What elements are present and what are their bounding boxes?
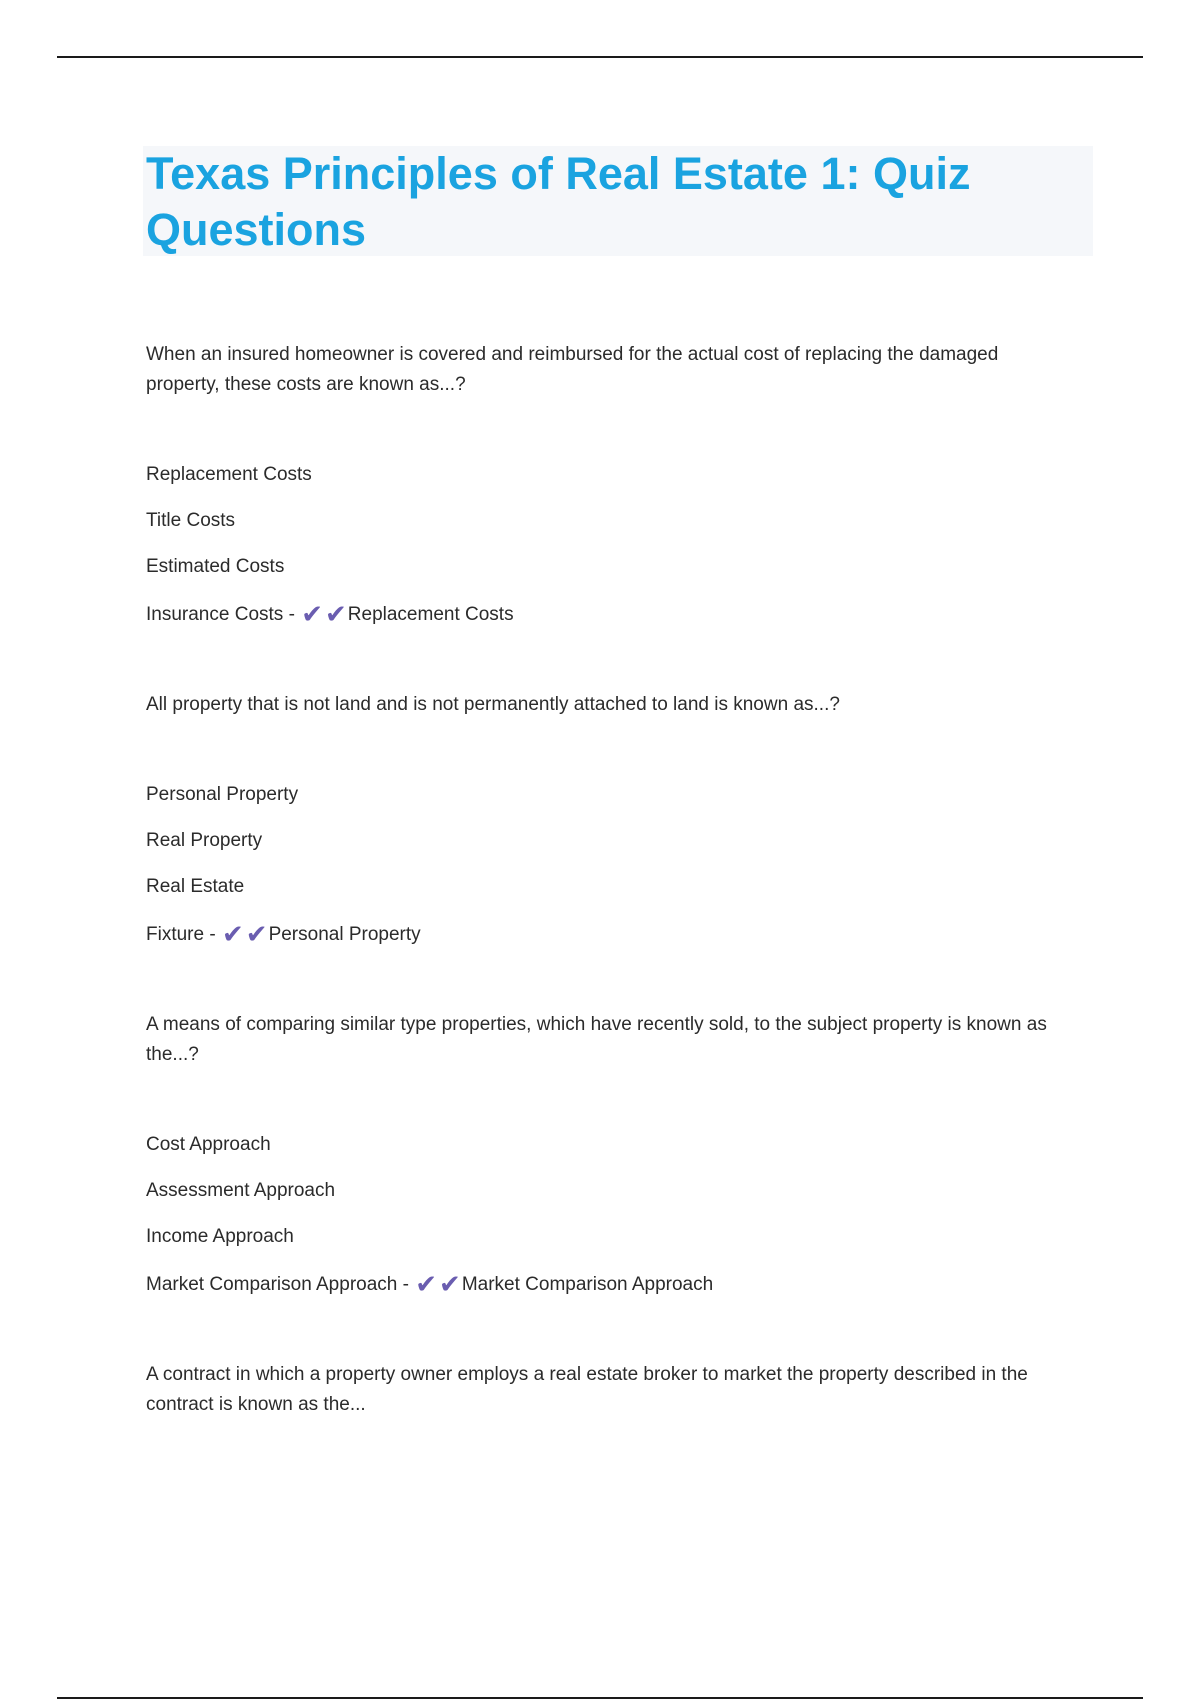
answer-line [146,920,1076,950]
question-text: A means of comparing similar type properties, which have recently sold, to the subject property is known as the...? [146,1014,1047,1065]
option: Replacement Costs [146,464,312,485]
bottom-divider [57,1697,1143,1699]
option: Income Approach [146,1226,294,1247]
quiz-item [146,1360,1076,1420]
check-icon: ✔ [415,1270,438,1300]
question-text: A contract in which a property owner employs a real estate broker to market the property described in the contract is known as the... [146,1364,1028,1415]
last-option: Fixture - [146,924,216,945]
option: Personal Property [146,784,299,805]
option: Cost Approach [146,1134,271,1155]
option-list [146,1130,1076,1252]
check-icon: ✔ [221,920,244,950]
answer-line [146,600,1076,630]
correct-answer: Replacement Costs [347,604,514,625]
correct-answer: Personal Property [268,924,421,945]
last-option: Market Comparison Approach - [146,1274,409,1295]
answer-line [146,1270,1076,1300]
question-text: All property that is not land and is not permanently attached to land is known as...? [146,694,840,715]
option: Title Costs [146,510,236,531]
option-list [146,460,1076,582]
option: Real Property [146,830,263,851]
document-title: Texas Principles of Real Estate 1: Quiz Questions [146,148,971,255]
check-icon: ✔ [324,600,347,630]
option: Assessment Approach [146,1180,336,1201]
option-list [146,780,1076,902]
quiz-item [146,340,1076,630]
check-icon: ✔ [301,600,323,630]
option: Real Estate [146,876,245,897]
option: Estimated Costs [146,556,285,577]
quiz-item [146,1010,1076,1300]
check-icon: ✔ [439,1270,461,1300]
quiz-item [146,690,1076,950]
last-option: Insurance Costs - [146,604,295,625]
correct-answer: Market Comparison Approach [461,1274,714,1295]
top-divider [57,56,1143,58]
question-text: When an insured homeowner is covered and reimbursed for the actual cost of replacing the damaged property, these costs are known as...? [146,344,999,395]
quiz-content [146,340,1076,1420]
check-icon: ✔ [245,920,268,950]
